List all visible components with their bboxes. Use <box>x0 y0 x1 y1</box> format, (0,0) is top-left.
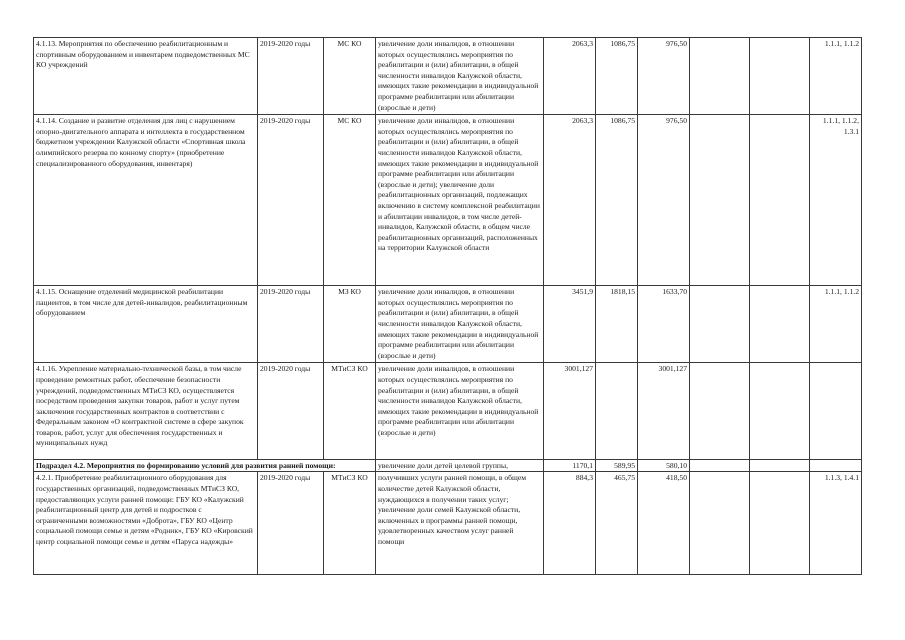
year-2019-cell: 1086,75 <box>596 115 638 286</box>
empty-cell <box>750 286 810 363</box>
empty-cell <box>690 38 750 115</box>
period-cell: 2019-2020 годы <box>258 472 324 575</box>
year-2020-cell: 1633,70 <box>638 286 690 363</box>
empty-cell <box>750 38 810 115</box>
subsection-row <box>34 460 862 472</box>
link-cell: 1.1.1, 1.1.2 <box>810 38 862 115</box>
total-cell: 1170,1 <box>544 460 596 472</box>
year-2019-cell: 589,95 <box>596 460 638 472</box>
executor-cell: МТиСЗ КО <box>324 472 376 575</box>
total-cell: 2063,3 <box>544 38 596 115</box>
table-row <box>34 38 862 115</box>
year-2020-cell: 580,10 <box>638 460 690 472</box>
measure-name: 4.1.14. Создание и развитие отделения для лиц с нарушением опорно-двигательного аппарата и интеллекта в государственном бюджетном учреждении Калужской области «Спортивная школа олимпийского резерва по конному спорту» (приобретение специализированного оборудования, инвентаря) <box>34 115 258 286</box>
year-2019-cell: 1086,75 <box>596 38 638 115</box>
measure-name: 4.2.1. Приобретение реабилитационного оборудования для государственных организаций, подведомственных МТиСЗ КО, предоставляющих услуги ранней помощи: ГБУ КО «Калужский реабилитационный центр для детей и подростков с ограниченными возможностями «Доброта», ГБУ КО «Центр социальной помощи семье и детям «Родник», ГБУ КО «Кировский центр социальной помощи семье и детям «Паруса надежды» <box>34 472 258 575</box>
indicator-cell: увеличение доли инвалидов, в отношении которых осуществлялись мероприятия по реабилитации и (или) абилитации, в общей численности инвалидов Калужской области, имеющих такие рекомендации в индивидуальной программе реабилитации или абилитации (взрослые и дети) <box>376 363 544 460</box>
total-cell: 2063,3 <box>544 115 596 286</box>
indicator-cell: увеличение доли инвалидов, в отношении которых осуществлялись мероприятия по реабилитации и (или) абилитации, в общей численности инвалидов Калужской области, имеющих такие рекомендации в индивидуальной программе реабилитации или абилитации (взрослые и дети) <box>376 38 544 115</box>
empty-cell <box>690 472 750 575</box>
link-cell: 1.1.1, 1.1.2 <box>810 286 862 363</box>
link-cell: 1.1.1, 1.1.2, 1.3.1 <box>810 115 862 286</box>
indicator-cell: увеличение доли инвалидов, в отношении которых осуществлялись мероприятия по реабилитации и (или) абилитации, в общей численности инвалидов Калужской области, имеющих такие рекомендации в индивидуальной программе реабилитации или абилитации (взрослые и дети) <box>376 286 544 363</box>
executor-cell: МТиСЗ КО <box>324 363 376 460</box>
table-row <box>34 472 862 575</box>
year-2020-cell: 976,50 <box>638 115 690 286</box>
link-cell: 1.1.3, 1.4.1 <box>810 472 862 575</box>
year-2019-cell <box>596 363 638 460</box>
total-cell: 3001,127 <box>544 363 596 460</box>
measure-name: 4.1.16. Укрепление материально-технической базы, в том числе проведение ремонтных работ, обеспечение безопасности учреждений, подведомственных МТиСЗ КО, осуществляется посредством проведения закупки товаров, работ и услуг путем заключения государственных контрактов в соответствии с Федеральным законом «О контрактной системе в сфере закупок товаров, работ, услуг для обеспечения государственных и муниципальных нужд <box>34 363 258 460</box>
total-cell: 884,3 <box>544 472 596 575</box>
year-2019-cell: 465,75 <box>596 472 638 575</box>
year-2020-cell: 418,50 <box>638 472 690 575</box>
table-row <box>34 363 862 460</box>
year-2019-cell: 1818,15 <box>596 286 638 363</box>
executor-cell: МС КО <box>324 38 376 115</box>
empty-cell <box>810 460 862 472</box>
empty-cell <box>750 460 810 472</box>
executor-cell: МЗ КО <box>324 286 376 363</box>
year-2020-cell: 976,50 <box>638 38 690 115</box>
empty-cell <box>750 363 810 460</box>
period-cell: 2019-2020 годы <box>258 363 324 460</box>
total-cell: 3451,9 <box>544 286 596 363</box>
link-cell <box>810 363 862 460</box>
measure-name: 4.1.15. Оснащение отделений медицинской реабилитации пациентов, в том числе для детей-инвалидов, реабилитационным оборудованием <box>34 286 258 363</box>
empty-cell <box>690 115 750 286</box>
year-2020-cell: 3001,127 <box>638 363 690 460</box>
measures-table <box>33 37 862 575</box>
table-row <box>34 115 862 286</box>
empty-cell <box>750 115 810 286</box>
period-cell: 2019-2020 годы <box>258 286 324 363</box>
indicator-cell: увеличение доли детей целевой группы, <box>376 460 544 472</box>
measure-name: 4.1.13. Мероприятия по обеспечению реабилитационным и спортивным оборудованием и инвентарем подведомственных МС КО учреждений <box>34 38 258 115</box>
indicator-cell: получивших услуги ранней помощи, в общем количестве детей Калужской области, нуждающихся в получении таких услуг; увеличение доли семей Калужской области, включенных в программы ранней помощи, удовлетворенных качеством услуг ранней помощи <box>376 472 544 575</box>
executor-cell: МС КО <box>324 115 376 286</box>
indicator-cell: увеличение доли инвалидов, в отношении которых осуществлялись мероприятия по реабилитации и (или) абилитации, в общей численности инвалидов Калужской области, имеющих такие рекомендации в индивидуальной программе реабилитации или абилитации (взрослые и дети); увеличение доли реабилитационных организаций, подлежащих включению в систему комплексной реабилитации и абилитации инвалидов, в том числе детей-инвалидов, Калужской области, в общем числе реабилитационных организаций, расположенных на территории Калужской области <box>376 115 544 286</box>
empty-cell <box>750 472 810 575</box>
empty-cell <box>690 460 750 472</box>
empty-cell <box>690 286 750 363</box>
period-cell: 2019-2020 годы <box>258 38 324 115</box>
empty-cell <box>690 363 750 460</box>
period-cell: 2019-2020 годы <box>258 115 324 286</box>
table-row <box>34 286 862 363</box>
subsection-title: Подраздел 4.2. Мероприятия по формированию условий для развития ранней помощи: <box>34 460 376 472</box>
